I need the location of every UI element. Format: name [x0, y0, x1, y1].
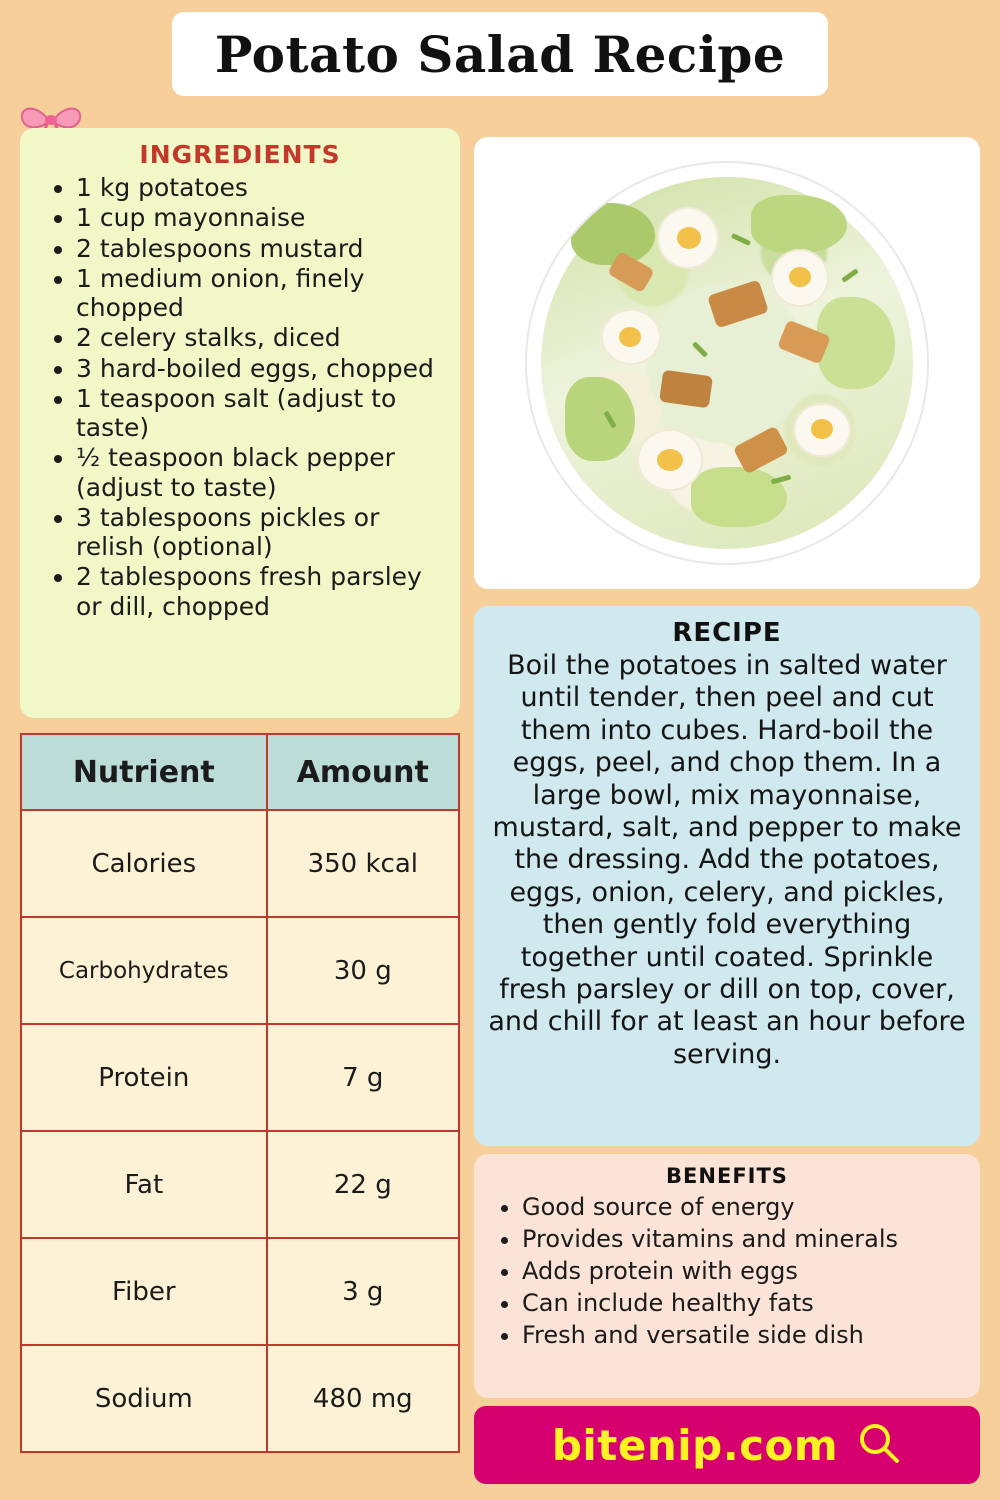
- column-header-nutrient: Nutrient: [21, 734, 267, 810]
- list-item: • 2 tablespoons fresh parsley or dill, chopped: [76, 562, 446, 621]
- list-item: • Good source of energy: [522, 1192, 970, 1224]
- recipe-heading: RECIPE: [672, 618, 782, 648]
- table-row: [21, 1024, 459, 1131]
- cell-nutrient: Protein: [21, 1024, 267, 1131]
- egg-yolk: [619, 327, 641, 347]
- search-icon: [856, 1420, 902, 1470]
- site-url: bitenip.com: [551, 1420, 839, 1470]
- chive-garnish: [692, 341, 708, 357]
- benefits-list: [484, 1192, 970, 1352]
- footer-bar[interactable]: [474, 1406, 980, 1484]
- ingredients-card: [20, 128, 460, 718]
- list-item: • 1 medium onion, finely chopped: [76, 264, 446, 323]
- list-item: • 2 tablespoons mustard: [76, 234, 446, 263]
- salad-photo: [527, 163, 927, 563]
- ingredients-heading: INGREDIENTS: [139, 140, 341, 169]
- egg-yolk: [811, 419, 833, 439]
- cell-amount: 7 g: [267, 1024, 459, 1131]
- chicken-piece: [659, 370, 713, 409]
- cell-amount: 480 mg: [267, 1345, 459, 1452]
- table-row: [21, 917, 459, 1024]
- cell-nutrient: Carbohydrates: [21, 917, 267, 1024]
- list-item: • Can include healthy fats: [522, 1288, 970, 1320]
- list-item: • ½ teaspoon black pepper (adjust to taste): [76, 443, 446, 502]
- cell-amount: 30 g: [267, 917, 459, 1024]
- cell-nutrient: Fat: [21, 1131, 267, 1238]
- table-row: [21, 1131, 459, 1238]
- table-row: [21, 1345, 459, 1452]
- egg-yolk: [789, 267, 811, 287]
- recipe-photo-card: [474, 137, 980, 589]
- table-row: [21, 1238, 459, 1345]
- cell-amount: 350 kcal: [267, 810, 459, 917]
- cell-amount: 3 g: [267, 1238, 459, 1345]
- lettuce-piece: [691, 467, 787, 527]
- list-item: • Adds protein with eggs: [522, 1256, 970, 1288]
- list-item: • 1 kg potatoes: [76, 173, 446, 202]
- salad-contents: [541, 177, 913, 549]
- list-item: • 3 tablespoons pickles or relish (optional): [76, 503, 446, 562]
- list-item: • Provides vitamins and minerals: [522, 1224, 970, 1256]
- nutrition-table: [20, 733, 460, 1453]
- table-header-row: [21, 734, 459, 810]
- list-item: • Fresh and versatile side dish: [522, 1320, 970, 1352]
- cell-amount: 22 g: [267, 1131, 459, 1238]
- chicken-piece: [707, 279, 769, 328]
- egg-yolk: [657, 449, 683, 471]
- ingredients-list: [34, 173, 446, 621]
- cell-nutrient: Calories: [21, 810, 267, 917]
- cell-nutrient: Sodium: [21, 1345, 267, 1452]
- list-item: • 3 hard-boiled eggs, chopped: [76, 354, 446, 383]
- page-title: Potato Salad Recipe: [214, 24, 786, 84]
- chive-garnish: [731, 233, 751, 246]
- column-header-amount: Amount: [267, 734, 459, 810]
- lettuce-piece: [565, 377, 635, 461]
- list-item: • 2 celery stalks, diced: [76, 323, 446, 352]
- benefits-card: [474, 1154, 980, 1398]
- list-item: • 1 cup mayonnaise: [76, 203, 446, 232]
- chive-garnish: [841, 268, 859, 282]
- table-row: [21, 810, 459, 917]
- egg-yolk: [677, 227, 701, 249]
- benefits-heading: BENEFITS: [666, 1164, 788, 1188]
- page-title-card: [172, 12, 828, 96]
- lettuce-piece: [751, 195, 847, 253]
- list-item: • 1 teaspoon salt (adjust to taste): [76, 384, 446, 443]
- lettuce-piece: [571, 203, 655, 265]
- lettuce-piece: [817, 297, 895, 389]
- cell-nutrient: Fiber: [21, 1238, 267, 1345]
- recipe-body: Boil the potatoes in salted water until tender, then peel and cut them into cubes. Hard-boil the eggs, peel, and chop them. In a large bowl, mix mayonnaise, mustard, salt, and pepper to make the dressing. Add the potatoes, eggs, onion, celery, and pickles, then gently fold everything together until coated. Sprinkle fresh parsley or dill on top, cover, and chill for at least an hour before serving.: [488, 650, 966, 1070]
- recipe-card: [474, 606, 980, 1146]
